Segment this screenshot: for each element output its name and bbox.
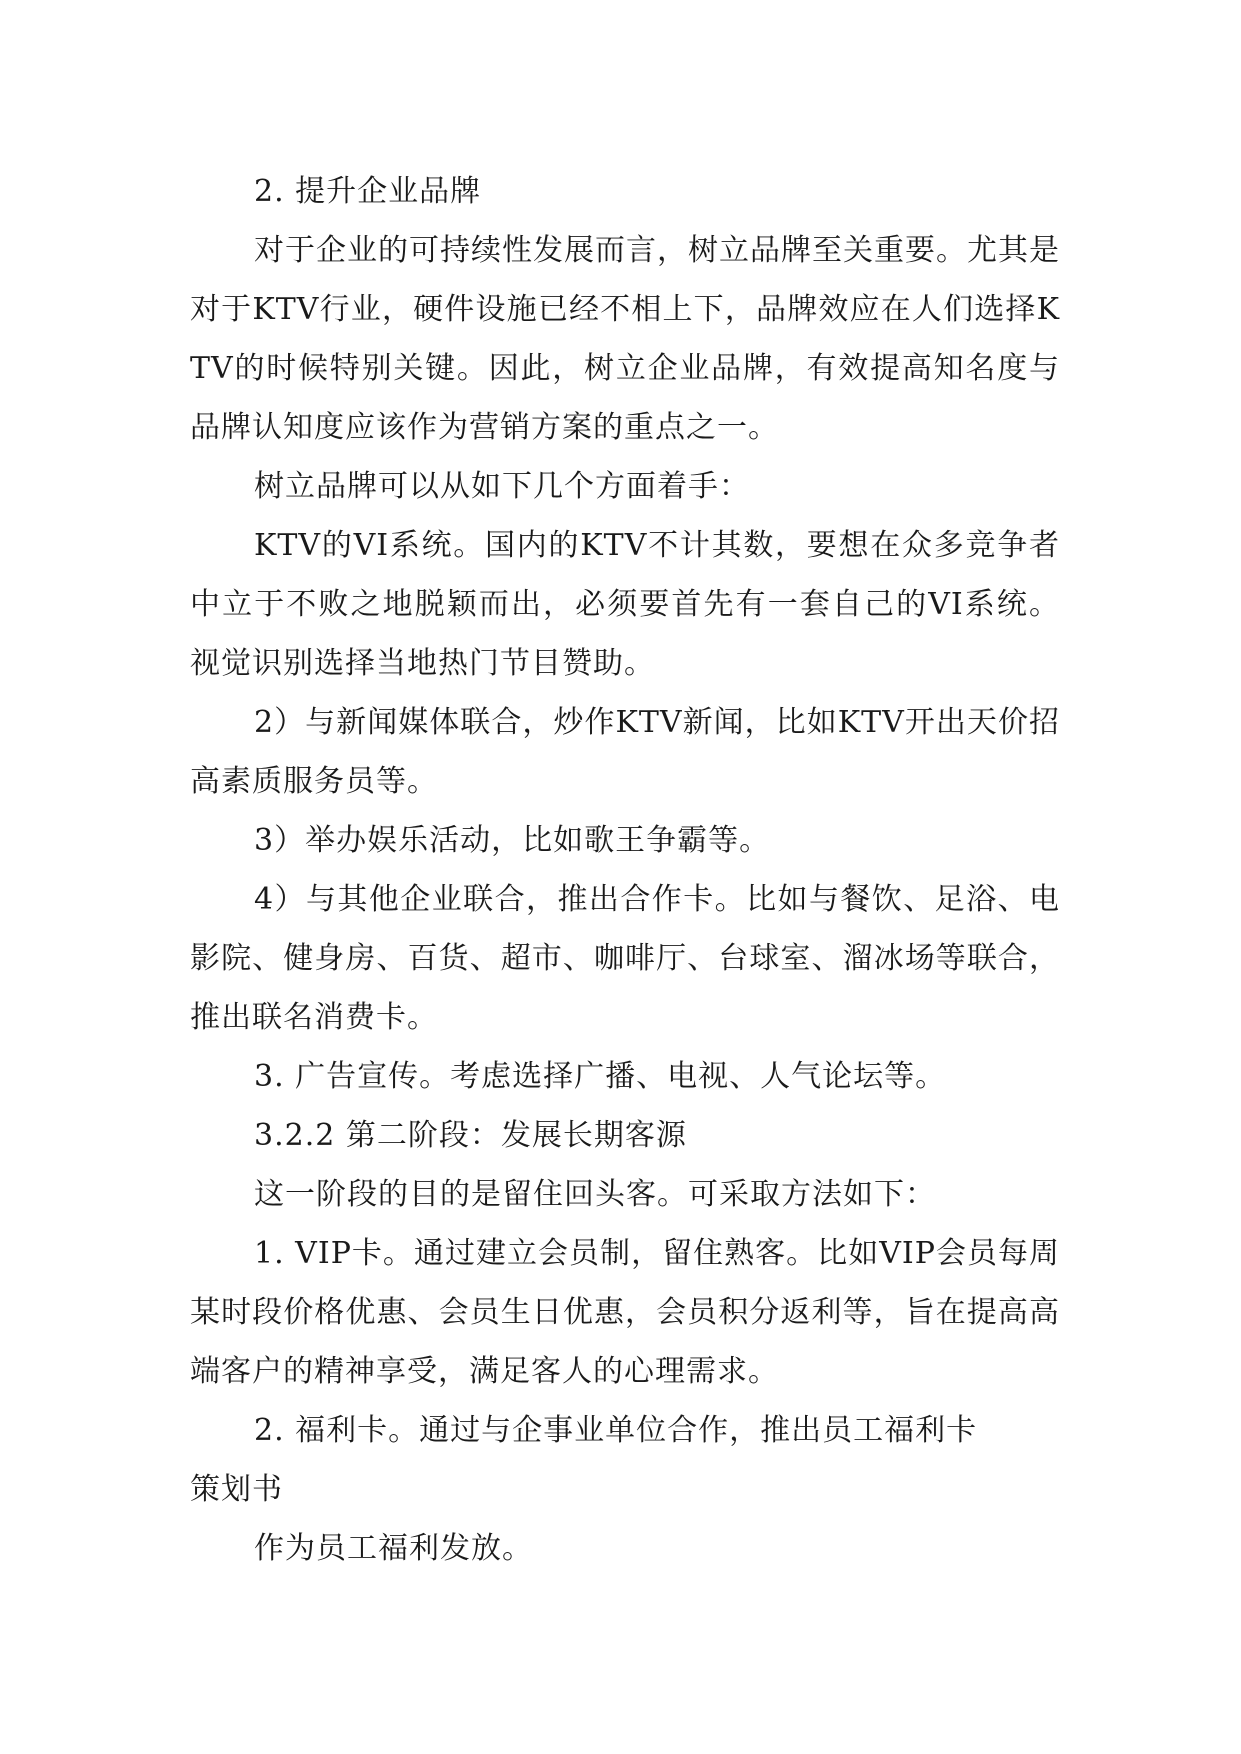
- list-item-vip-card: 1. VIP卡。通过建立会员制，留住熟客。比如VIP会员每周某时段价格优惠、会员生日优惠，会员积分返利等，旨在提高高端客户的精神享受，满足客人的心理需求。: [190, 1236, 1060, 1389]
- section-heading-enhance-brand: 2. 提升企业品牌: [254, 174, 482, 209]
- paragraph-advertising: 3. 广告宣传。考虑选择广播、电视、人气论坛等。: [254, 1059, 947, 1094]
- section-heading-stage-two: 3.2.2 第二阶段：发展长期客源: [254, 1118, 687, 1153]
- paragraph-plan-word: 策划书: [190, 1472, 283, 1507]
- list-item-entertainment-events: 3）举办娱乐活动，比如歌王争霸等。: [254, 823, 771, 858]
- list-item-media-cooperation: 2）与新闻媒体联合，炒作KTV新闻，比如KTV开出天价招高素质服务员等。: [190, 705, 1060, 799]
- paragraph-vi-system: KTV的VI系统。国内的KTV不计其数，要想在众多竞争者中立于不败之地脱颖而出，必须要首先有一套自己的VI系统。视觉识别选择当地热门节目赞助。: [190, 528, 1060, 681]
- list-item-partner-cards: 4）与其他企业联合，推出合作卡。比如与餐饮、足浴、电影院、健身房、百货、超市、咖啡厅、台球室、溜冰场等联合，推出联名消费卡。: [190, 882, 1060, 1035]
- paragraph-brand-importance: 对于企业的可持续性发展而言，树立品牌至关重要。尤其是对于KTV行业，硬件设施已经不相上下，品牌效应在人们选择KTV的时候特别关键。因此，树立企业品牌，有效提高知名度与品牌认知度应该作为营销方案的重点之一。: [190, 233, 1060, 445]
- paragraph-welfare-distribution: 作为员工福利发放。: [254, 1531, 533, 1566]
- paragraph-stage-two-intro: 这一阶段的目的是留住回头客。可采取方法如下：: [254, 1177, 936, 1212]
- paragraph-brand-approaches-intro: 树立品牌可以从如下几个方面着手：: [254, 469, 750, 504]
- list-item-welfare-card: 2. 福利卡。通过与企事业单位合作，推出员工福利卡: [254, 1413, 978, 1448]
- document-body: [190, 162, 1060, 1578]
